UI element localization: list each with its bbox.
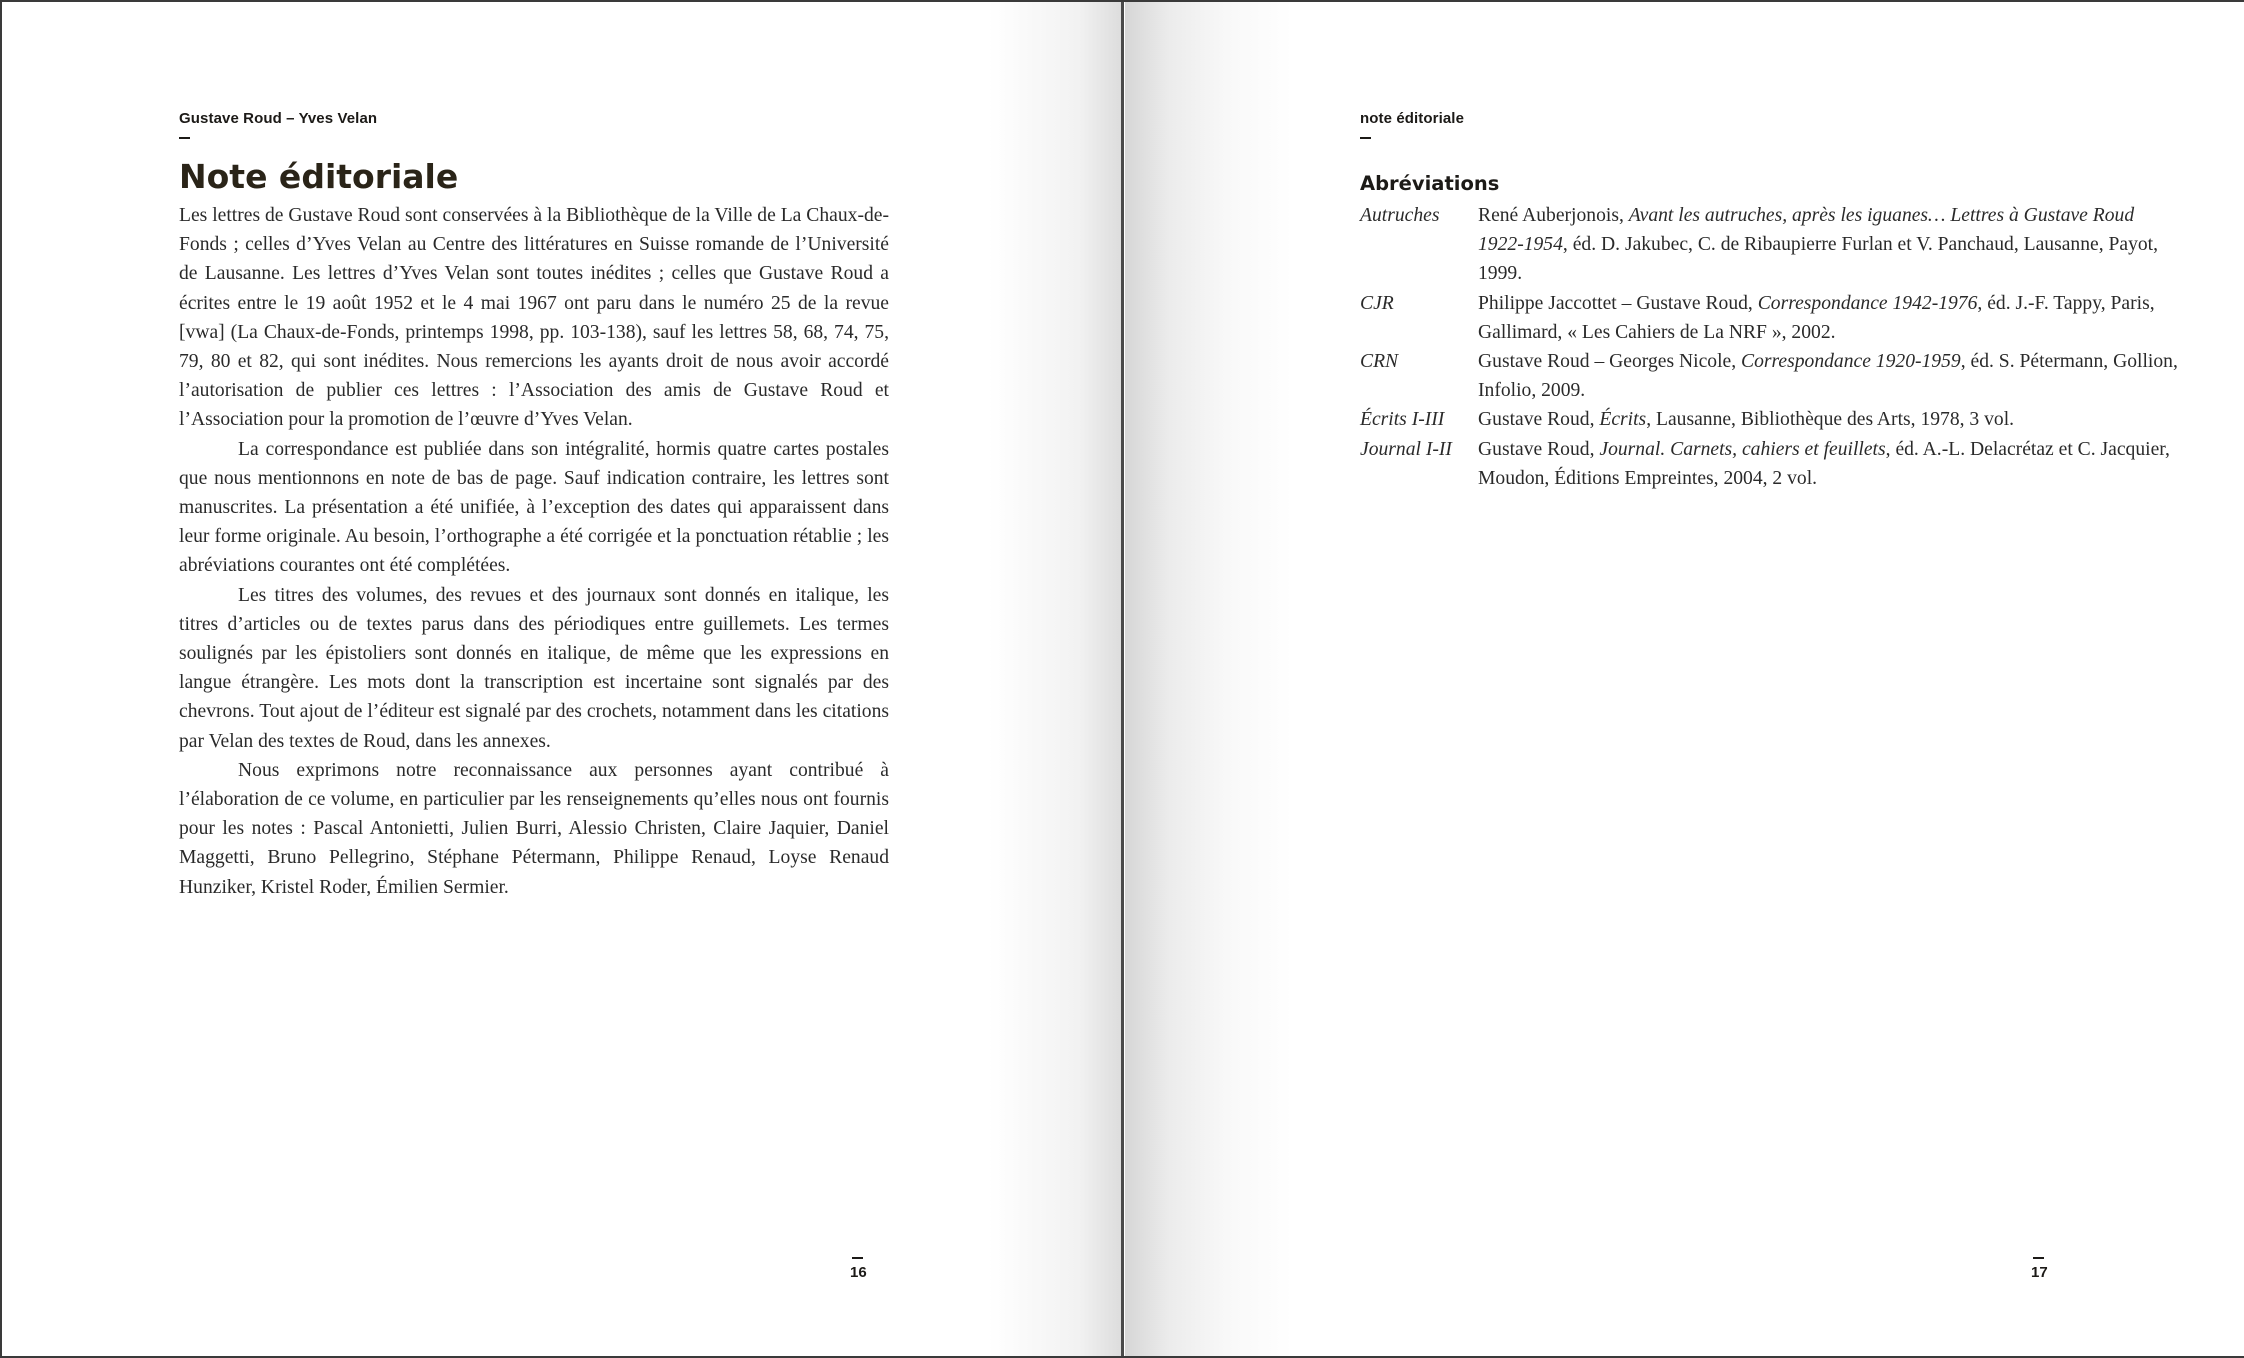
definition-text: , éd. J.-F. Tappy, Paris, Gallimard, « Les Cahiers de La NRF », 2002. — [1478, 292, 2155, 343]
definition-text: Gustave Roud, — [1478, 438, 1600, 460]
section-title: Abréviations — [1360, 172, 1500, 195]
abbreviation-key: Écrits I-III — [1360, 409, 1445, 431]
abbreviations-list — [1360, 201, 2180, 493]
definition-text: René Auberjonois, — [1478, 205, 1629, 226]
page-title: Note éditoriale — [179, 157, 459, 196]
right-page — [1125, 2, 2244, 1356]
page-number: 17 — [2031, 1264, 2048, 1281]
definition-text: Gustave Roud – Georges Nicole, — [1478, 351, 1742, 373]
abbreviation-definition — [1478, 347, 2180, 405]
definition-text: Philippe Jaccottet – Gustave Roud, — [1478, 292, 1758, 314]
paragraph: La correspondance est publiée dans son intégralité, hormis quatre cartes postales que nous mentionnons en note de bas de page. Sauf indication contraire, les lettres sont manuscrites. La présentation a été unifiée, à l’exception des dates qui apparaissent dans leur forme originale. Au besoin, l’orthographe a été corrigée et la ponctuation rétablie ; les abréviations courantes ont été complétées. — [179, 438, 889, 577]
editorial-note-body — [179, 201, 889, 902]
running-head: note éditoriale — [1360, 110, 1465, 127]
abbreviation-key: CRN — [1360, 351, 1399, 373]
italic-title: Avant les autruches, après les iguanes… Lettres à Gustave Roud 1922-1954 — [1478, 205, 2135, 256]
paragraph: Les titres des volumes, des revues et des journaux sont donnés en italique, les titres d’articles ou de textes parus dans des périodiques entre guillemets. Les termes soulignés par les épistoliers sont donnés en italique, de même que les expressions en langue étrangère. Les mots dont la transcription est incertaine sont signalés par des chevrons. Tout ajout de l’éditeur est signalé par des crochets, notamment dans les citations par Velan des textes de Roud, dans les annexes. — [179, 584, 889, 752]
running-head: Gustave Roud – Yves Velan — [179, 110, 378, 127]
abbreviation-definition — [1478, 289, 2180, 347]
running-head-rule — [1360, 137, 1371, 139]
definition-text: , éd. D. Jakubec, C. de Ribaupierre Furlan et V. Panchaud, Lausanne, Payot, 1999. — [1478, 234, 2159, 285]
abbreviation-definition — [1478, 405, 2180, 434]
abbreviation-key: CJR — [1360, 292, 1394, 314]
italic-title: Journal. Carnets, cahiers et feuillets — [1599, 438, 1886, 460]
abbreviation-row — [1360, 347, 2180, 405]
abbreviation-row — [1360, 289, 2180, 347]
folio-rule — [2033, 1257, 2044, 1259]
abbreviation-definition — [1478, 435, 2180, 493]
italic-title: Correspondance 1942-1976 — [1757, 292, 1978, 314]
italic-title: Écrits — [1599, 409, 1647, 431]
italic-title: Correspondance 1920-1959 — [1741, 351, 1961, 373]
abbreviation-definition — [1478, 201, 2180, 289]
paragraph: Nous exprimons notre reconnaissance aux personnes ayant contribué à l’élaboration de ce volume, en particulier par les renseignements qu’elles nous ont fournis pour les notes : Pascal Antonietti, Julien Burri, Alessio Christen, Claire Jaquier, Daniel Maggetti, Bruno Pellegrino, Stéphane Pétermann, Philippe Renaud, Loyse Renaud Hunziker, Kristel Roder, Émilien Sermier. — [179, 759, 889, 898]
abbreviation-row — [1360, 405, 2180, 434]
definition-text: , éd. S. Pétermann, Gollion, Infolio, 2009. — [1478, 351, 2178, 402]
page-number: 16 — [850, 1264, 867, 1281]
definition-text: Gustave Roud, — [1478, 409, 1600, 431]
folio-rule — [852, 1257, 863, 1259]
definition-text: , éd. A.-L. Delacrétaz et C. Jacquier, Moudon, Éditions Empreintes, 2004, 2 vol. — [1478, 438, 2170, 489]
left-page — [2, 2, 1123, 1356]
definition-text: , Lausanne, Bibliothèque des Arts, 1978, 3 vol. — [1646, 409, 2015, 431]
abbreviation-row — [1360, 201, 2180, 289]
abbreviation-row — [1360, 435, 2180, 493]
abbreviation-key: Journal I-II — [1360, 438, 1452, 460]
running-head-rule — [179, 137, 190, 139]
gutter — [1121, 2, 1124, 1356]
paragraph: Les lettres de Gustave Roud sont conservées à la Bibliothèque de la Ville de La Chaux-de-Fonds ; celles d’Yves Velan au Centre des littératures en Suisse romande de l’Université de Lausanne. Les lettres d’Yves Velan sont toutes inédites ; celles que Gustave Roud a écrites entre le 19 août 1952 et le 4 mai 1967 ont paru dans le numéro 25 de la revue [vwa] (La Chaux-de-Fonds, printemps 1998, pp. 103-138), sauf les lettres 58, 68, 74, 75, 79, 80 et 82, qui sont inédites. Nous remercions les ayants droit de nous avoir accordé l’autorisation de publier ces lettres : l’Association des amis de Gustave Roud et l’Association pour la promotion de l’œuvre d’Yves Velan. — [179, 205, 889, 431]
abbreviation-key: Autruches — [1360, 205, 1440, 226]
